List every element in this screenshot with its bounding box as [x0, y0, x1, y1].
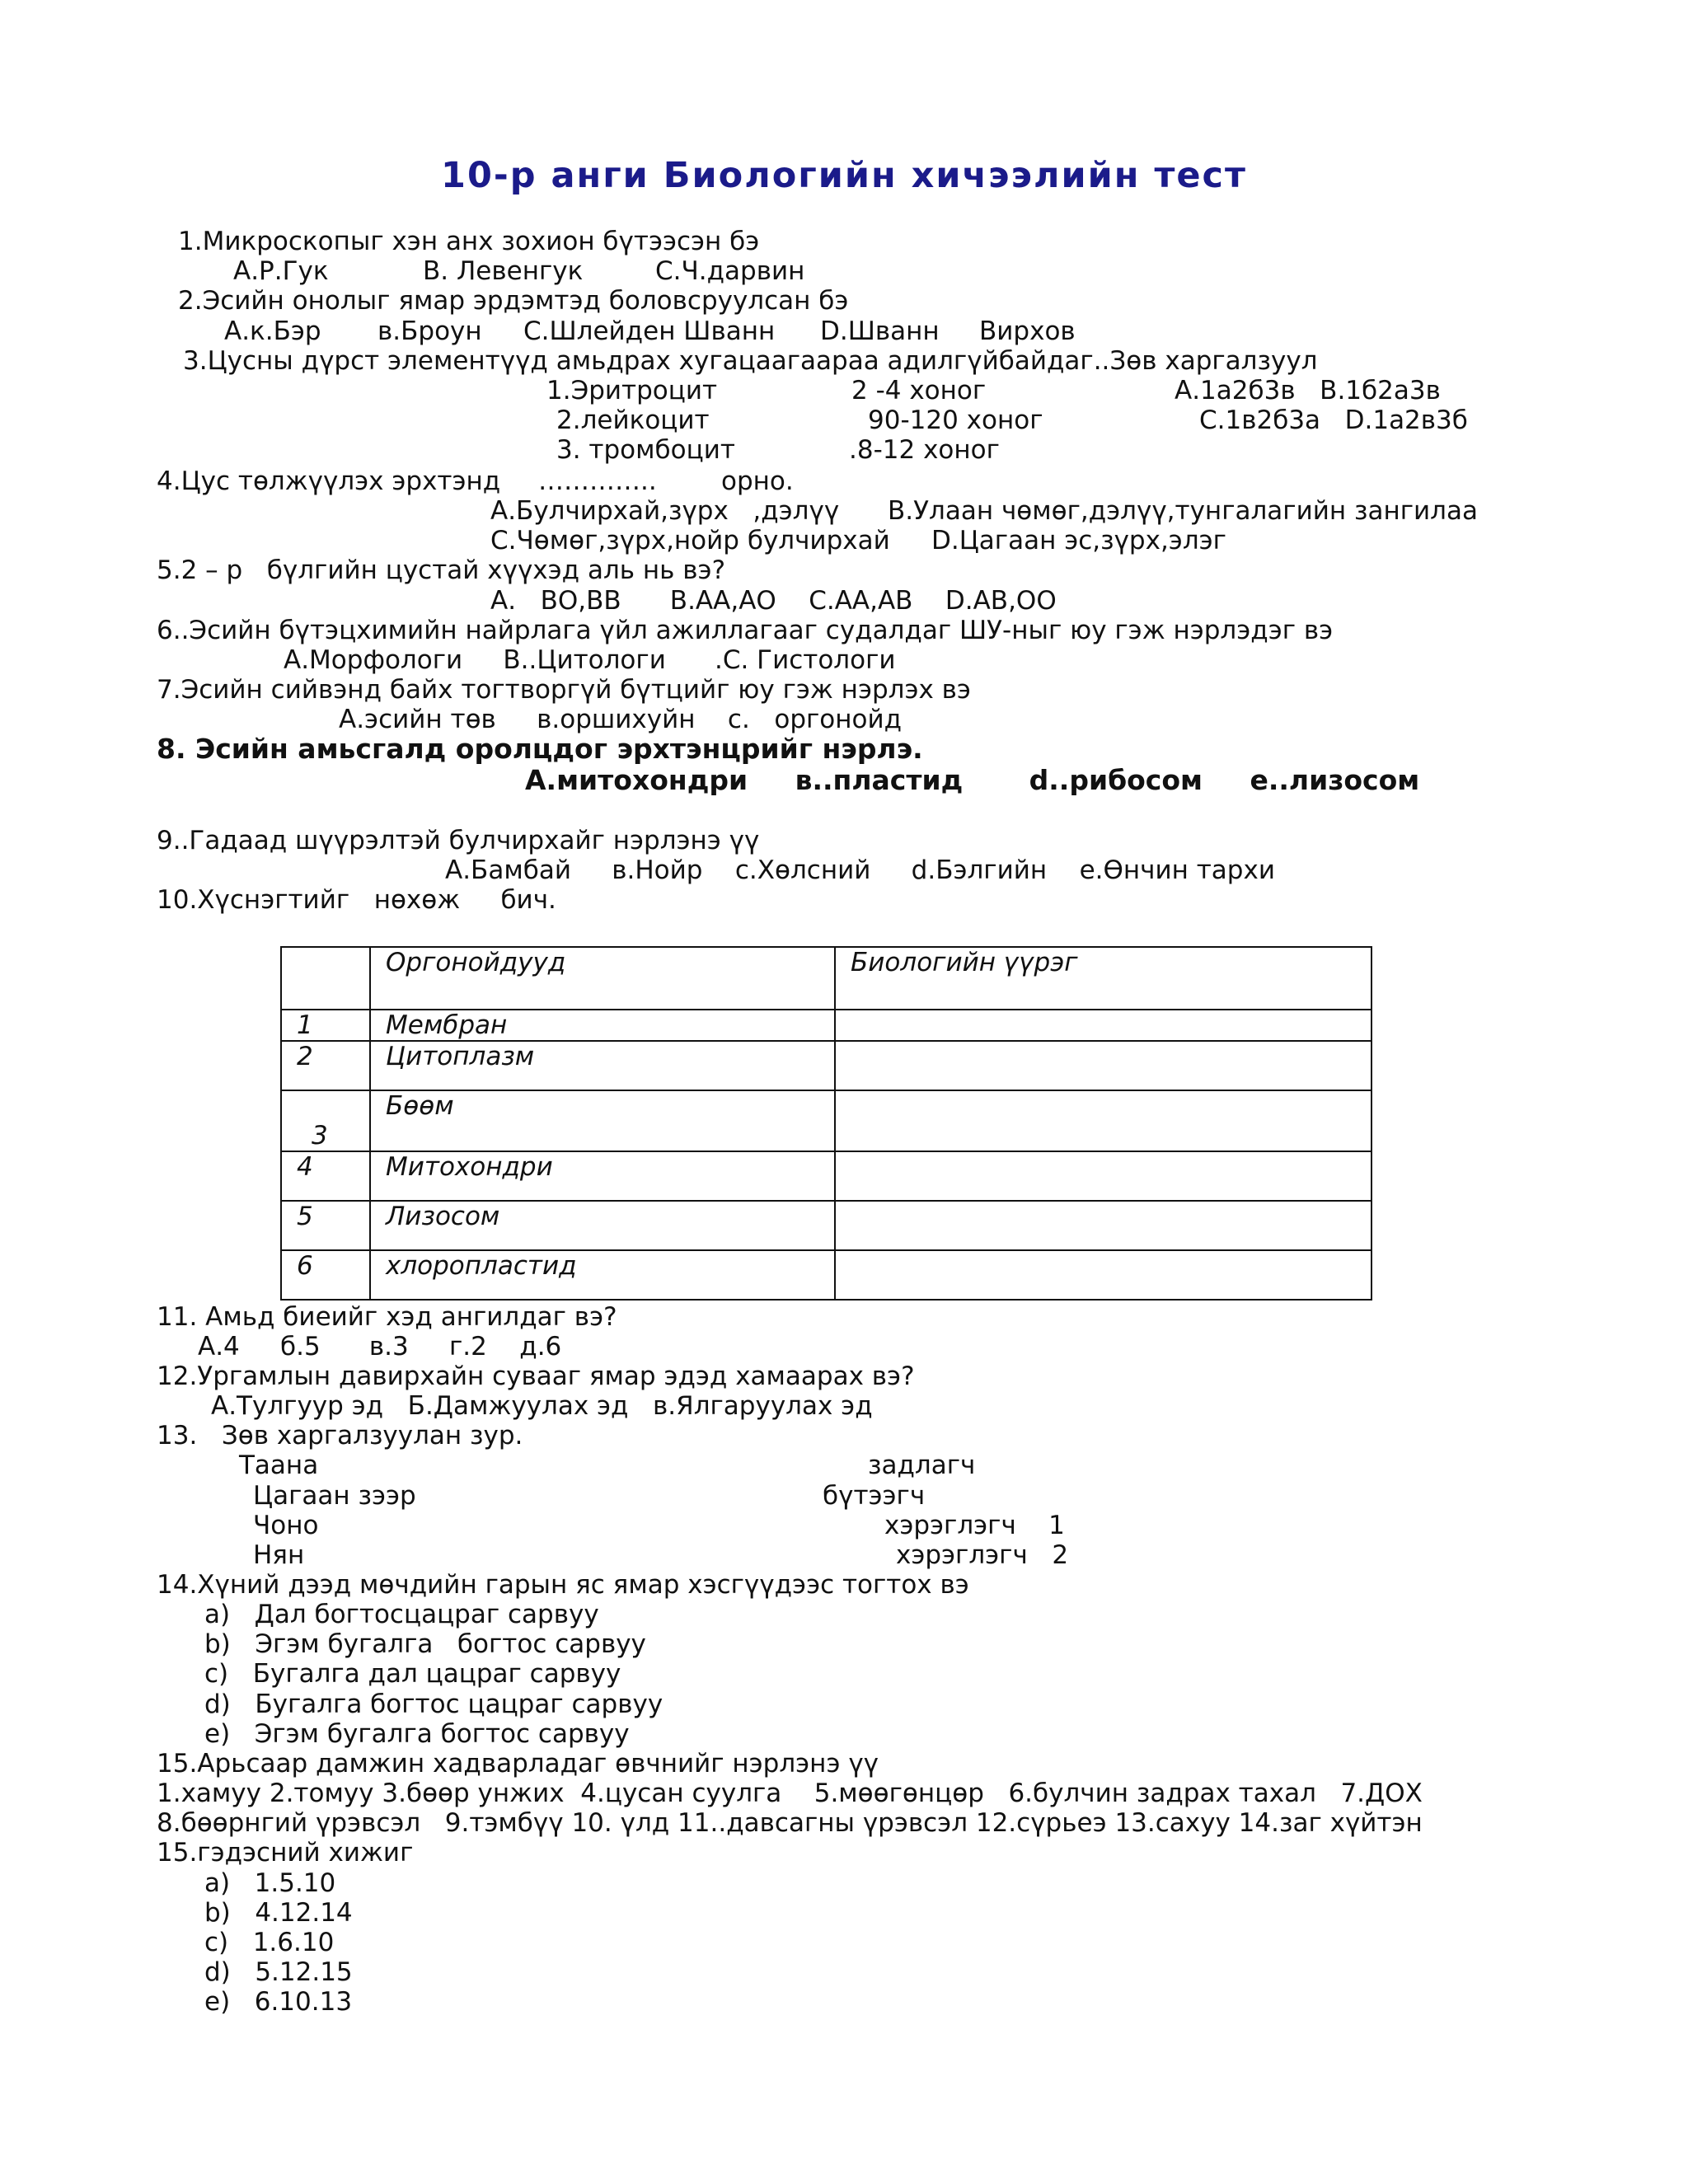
q3-item-3: 3. тромбоцит: [556, 435, 735, 465]
table-row: [281, 1151, 1372, 1201]
q5-options: А. ВО,ВВ В.АА,АО С.АА,АВ D.АВ,ОО: [490, 586, 1057, 616]
table-cell-num: 4: [281, 1151, 370, 1201]
table-cell-organelle: Митохондри: [370, 1151, 835, 1201]
q3-item-1: 1.Эритроцит: [546, 376, 718, 405]
q2-option-a: А.к.Бэр: [224, 316, 321, 346]
q3-duration-2: 90-120 хоног: [868, 405, 1043, 435]
q3-item-2: 2.лейкоцит: [556, 405, 710, 435]
table-cell-function[interactable]: [835, 1090, 1372, 1151]
q4-option-c: С.Чөмөг,зүрх,нойр булчирхай: [490, 526, 890, 555]
table-cell-function[interactable]: [835, 1250, 1372, 1300]
table-cell-num: 1: [281, 1010, 370, 1041]
q15-disease-list-1: 1.хамуу 2.томуу 3.бөөр унжих 4.цусан суулга 5.мөөгөнцөр 6.булчин задрах тахал 7.ДОХ: [157, 1779, 1423, 1808]
q10-question: 10.Хүснэгтийг нөхөж бич.: [157, 885, 556, 915]
q2-question: 2.Эсийн онолыг ямар эрдэмтэд боловсруулсан бэ: [178, 286, 849, 316]
q8-question: 8. Эсийн амьсгалд оролцдог эрхтэнцрийг нэрлэ.: [157, 733, 923, 765]
q6-question: 6..Эсийн бүтэцхимийн найрлага үйл ажиллагааг судалдаг ШУ-ныг юу гэж нэрлэдэг вэ: [157, 616, 1334, 645]
q2-option-e: Вирхов: [979, 316, 1076, 346]
q15-option: c) 1.6.10: [204, 1928, 335, 1957]
table-cell-function[interactable]: [835, 1010, 1372, 1041]
q15-option: e) 6.10.13: [204, 1987, 353, 2017]
table-cell-organelle: Бөөм: [370, 1090, 835, 1151]
table-row: [281, 1201, 1372, 1250]
q1-question: 1.Микроскопыг хэн анх зохион бүтээсэн бэ: [178, 227, 760, 256]
q11-options: А.4 б.5 в.3 г.2 д.6: [198, 1332, 562, 1361]
q1-option-a: А.Р.Гук: [233, 256, 329, 286]
q4-option-a: А.Булчирхай,зүрх ,дэлүү: [490, 496, 840, 526]
q13-right-item: хэрэглэгч 2: [896, 1540, 1069, 1570]
table-header-function: Биологийн үүрэг: [835, 947, 1372, 1010]
q14-option: e) Эгэм бугалга богтос сарвуу: [204, 1719, 630, 1749]
q13-left-item: Цагаан зээр: [253, 1481, 416, 1511]
q4-blank: …………..: [538, 466, 657, 496]
q15-option: b) 4.12.14: [204, 1898, 353, 1928]
q3-options-row1: А.1а2б3в В.1б2а3в: [1175, 376, 1441, 405]
q7-question: 7.Эсийн сийвэнд байх тогтворгүй бүтцийг юу гэж нэрлэх вэ: [157, 675, 971, 705]
table-row: [281, 1041, 1372, 1090]
q1-option-c: С.Ч.дарвин: [655, 256, 805, 286]
q1-option-b: В. Левенгук: [423, 256, 584, 286]
q14-question: 14.Хүний дээд мөчдийн гарын яс ямар хэсгүүдээс тогтох вэ: [157, 1570, 969, 1600]
table-cell-num: 6: [281, 1250, 370, 1300]
table-cell-organelle: Мембран: [370, 1010, 835, 1041]
q2-option-b: в.Броун: [377, 316, 482, 346]
table-cell-function[interactable]: [835, 1201, 1372, 1250]
table-row: [281, 1090, 1372, 1151]
q14-option: а) Дал богтосцацраг сарвуу: [204, 1600, 599, 1629]
q13-right-item: бүтээгч: [823, 1481, 926, 1511]
table-cell-organelle: Лизосом: [370, 1201, 835, 1250]
q13-left-item: Чоно: [253, 1511, 319, 1540]
q13-left-item: Нян: [253, 1540, 305, 1570]
q3-options-row2: С.1в2б3а D.1а2в3б: [1199, 405, 1468, 435]
table-cell-function[interactable]: [835, 1041, 1372, 1090]
q4-suffix: орно.: [721, 466, 794, 496]
table-header-row: [281, 947, 1372, 1010]
q4-question: 4.Цус төлжүүлэх эрхтэнд: [157, 466, 501, 496]
q14-option: c) Бугалга дал цацраг сарвуу: [204, 1659, 621, 1689]
table-cell-organelle: Цитоплазм: [370, 1041, 835, 1090]
table-cell-function[interactable]: [835, 1151, 1372, 1201]
q13-question: 13. Зөв харгалзуулан зур.: [157, 1421, 523, 1451]
q2-option-c: С.Шлейден Шванн: [523, 316, 776, 346]
page-title: 10-р анги Биологийн хичээлийн тест: [441, 155, 1247, 196]
q3-duration-3: .8-12 хоног: [849, 435, 1000, 465]
q15-option: а) 1.5.10: [204, 1868, 336, 1898]
q12-options: А.Тулгуур эд Б.Дамжуулах эд в.Ялгаруулах эд: [211, 1391, 873, 1421]
q9-question: 9..Гадаад шүүрэлтэй булчирхайг нэрлэнэ үү: [157, 826, 760, 855]
table-row: [281, 1250, 1372, 1300]
q4-option-b: В.Улаан чөмөг,дэлүү,тунгалагийн зангилаа: [888, 496, 1478, 526]
q12-question: 12.Ургамлын давирхайн сувааг ямар эдэд хамаарах вэ?: [157, 1361, 915, 1391]
q8-options: А.митохондри в..пластид d..рибосом е..лизосом: [525, 764, 1420, 796]
q15-question: 15.Арьсаар дамжин хадварладаг өвчнийг нэрлэнэ үү: [157, 1749, 879, 1779]
q11-question: 11. Амьд биеийг хэд ангилдаг вэ?: [157, 1302, 617, 1332]
q2-option-d: D.Шванн: [820, 316, 940, 346]
q15-disease-list-3: 15.гэдэсний хижиг: [157, 1838, 414, 1868]
table-cell-num: 3: [281, 1090, 370, 1151]
q3-question: 3.Цусны дүрст элементүүд амьдрах хугацаагаараа адилгүйбайдаг..Зөв харгалзуул: [183, 346, 1318, 376]
q7-options: А.эсийн төв в.оршихуйн с. оргонойд: [339, 705, 903, 734]
q4-option-d: D.Цагаан эс,зүрх,элэг: [931, 526, 1226, 555]
q13-right-item: задлагч: [868, 1451, 976, 1480]
q13-right-item: хэрэглэгч 1: [884, 1511, 1065, 1540]
q9-options: А.Бамбай в.Нойр с.Хөлсний d.Бэлгийн е.Өнчин тархи: [445, 855, 1275, 885]
table-header-num: [281, 947, 370, 1010]
table-header-organelles: Оргонойдууд: [370, 947, 835, 1010]
q3-duration-1: 2 -4 хоног: [851, 376, 987, 405]
table-cell-organelle: хлоропластид: [370, 1250, 835, 1300]
organelle-table: [280, 946, 1372, 1301]
q6-options: А.Морфологи В..Цитологи .С. Гистологи: [284, 645, 896, 675]
q15-option: d) 5.12.15: [204, 1957, 353, 1987]
table-cell-num: 2: [281, 1041, 370, 1090]
table-row: [281, 1010, 1372, 1041]
q5-question: 5.2 – р бүлгийн цустай хүүхэд аль нь вэ?: [157, 555, 726, 585]
q15-disease-list-2: 8.бөөрнгий үрэвсэл 9.тэмбүү 10. үлд 11..давсагны үрэвсэл 12.сүрьеэ 13.сахуу 14.заг хүйтэн: [157, 1808, 1423, 1838]
q14-option: d) Бугалга богтос цацраг сарвуу: [204, 1690, 663, 1719]
q13-left-item: Таана: [239, 1451, 319, 1480]
table-cell-num: 5: [281, 1201, 370, 1250]
q14-option: b) Эгэм бугалга богтос сарвуу: [204, 1629, 646, 1659]
